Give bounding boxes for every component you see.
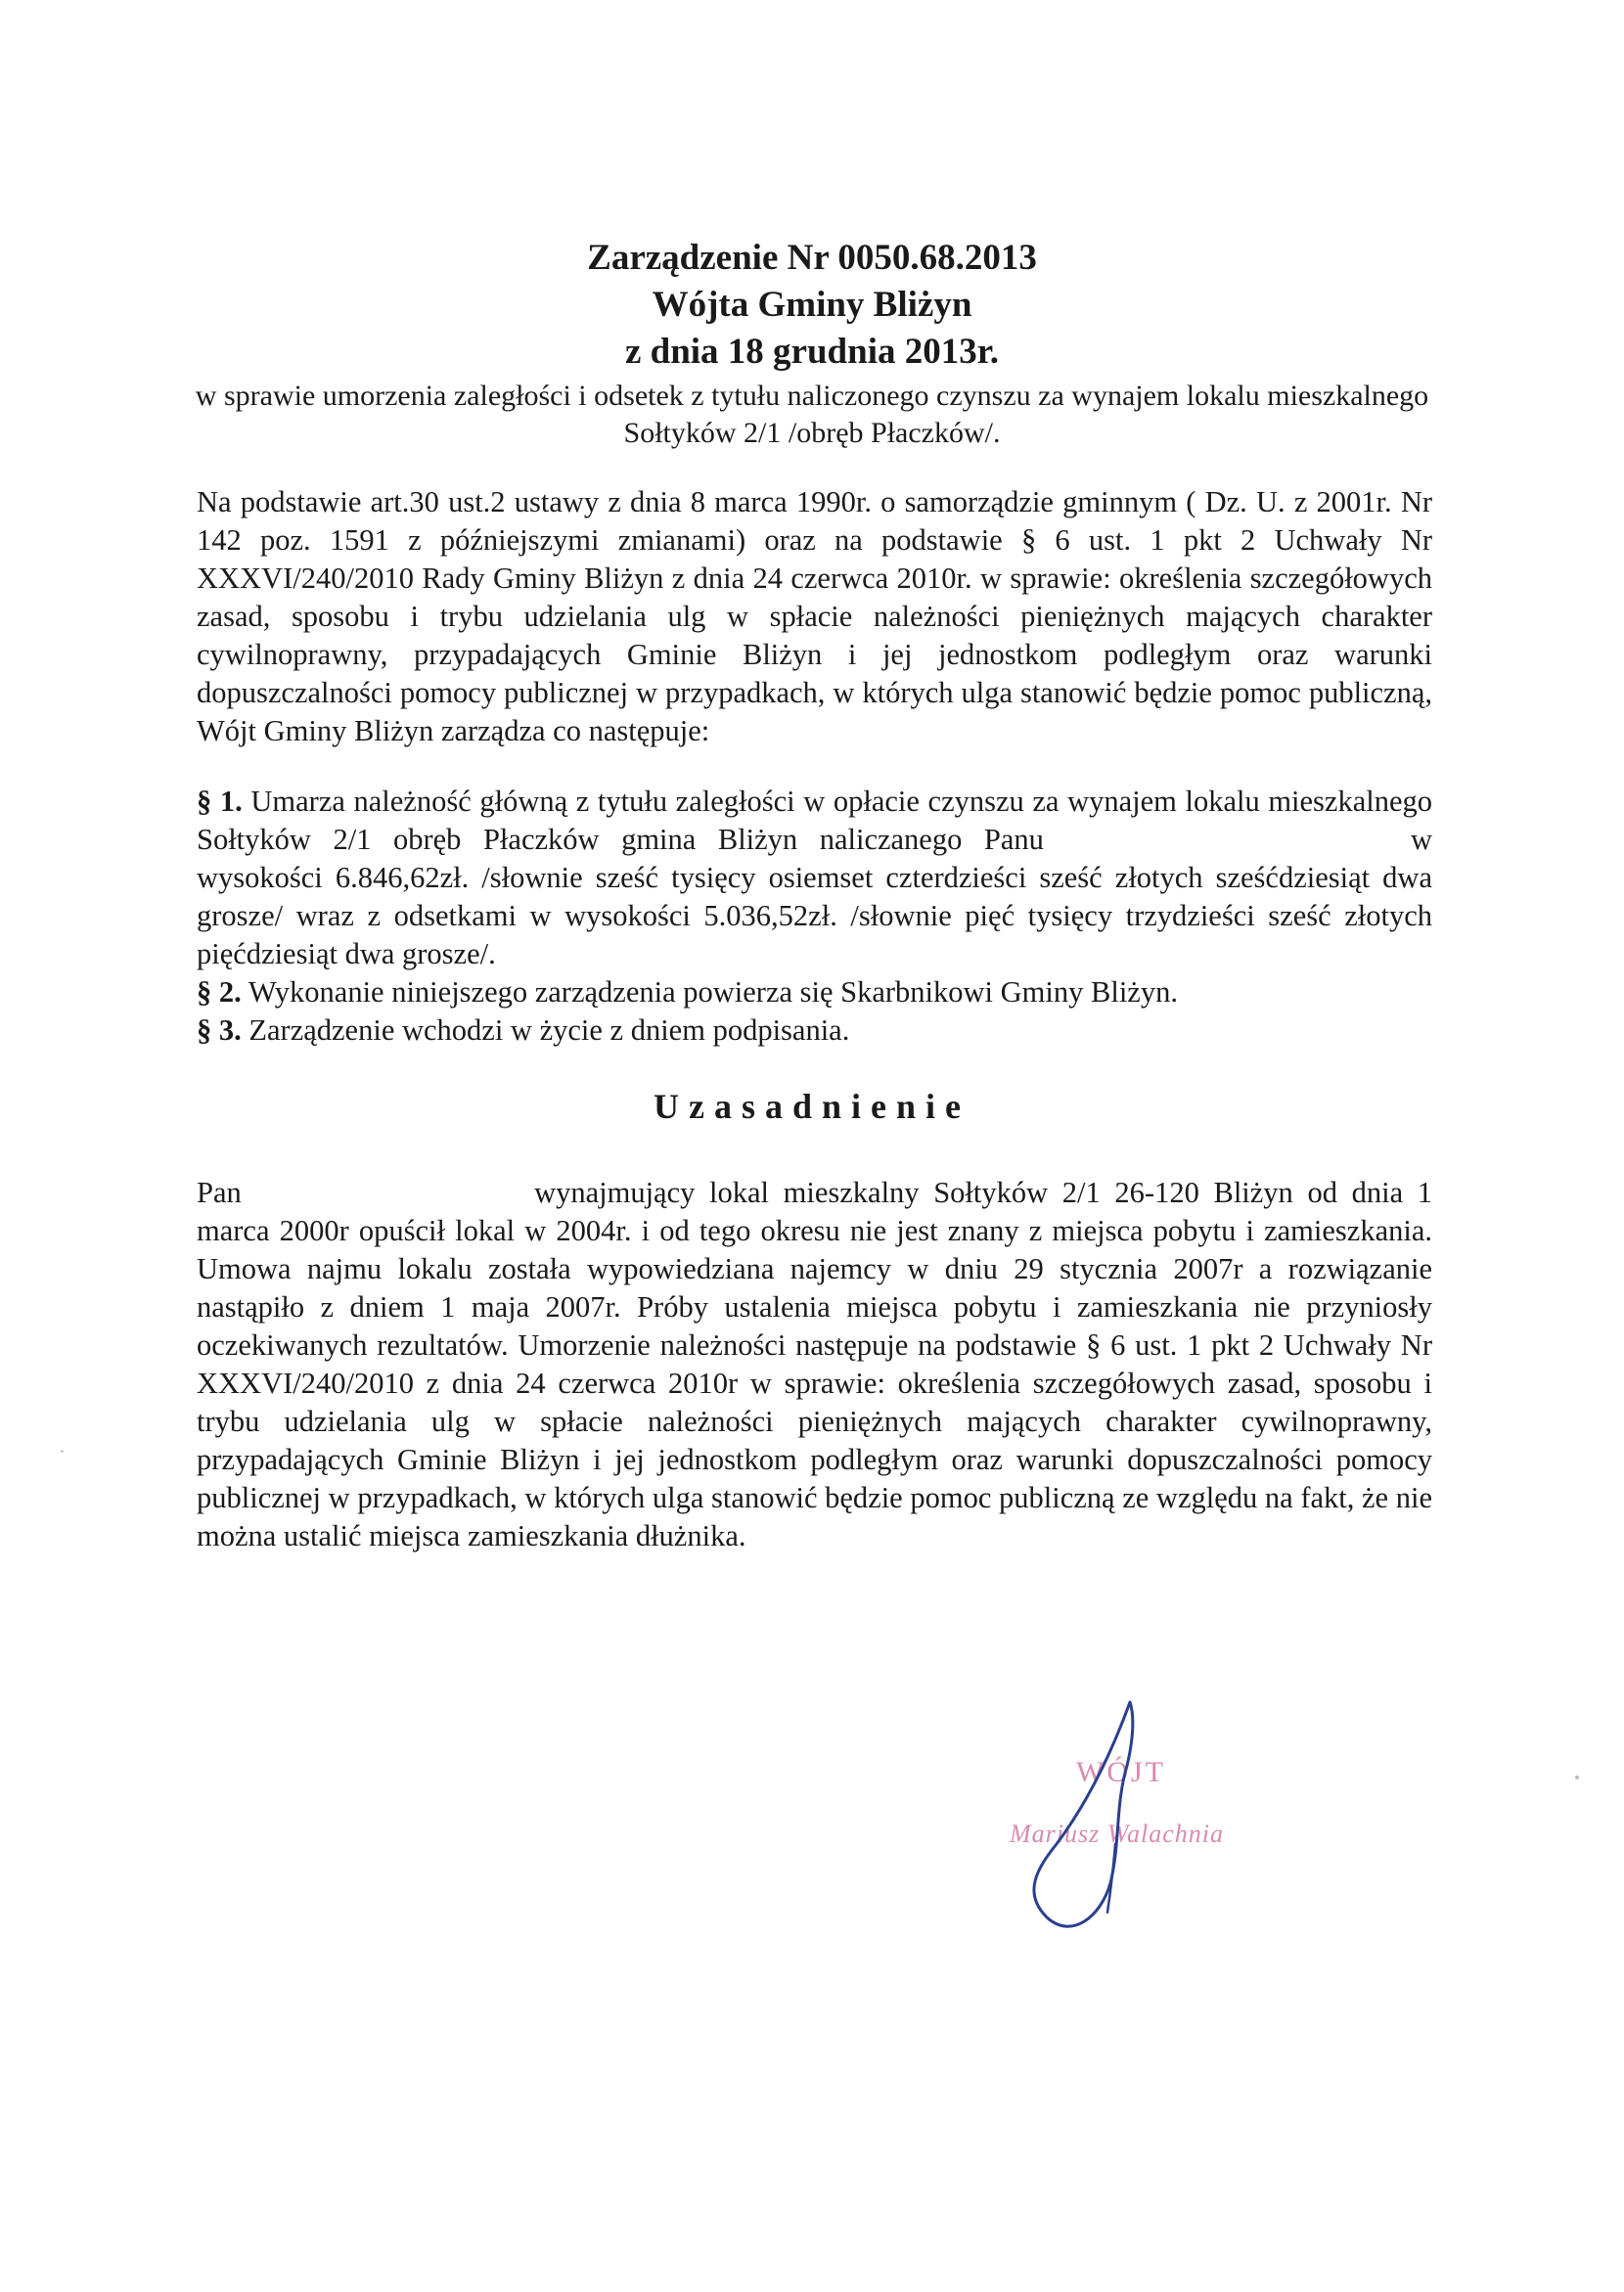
- scan-speck: [1575, 1775, 1579, 1779]
- handwritten-signature: [1017, 1697, 1184, 1942]
- sections: [197, 783, 1432, 1050]
- justification-lead: Pan: [197, 1176, 242, 1209]
- justification-title: Uzasadnienie: [653, 1087, 970, 1126]
- section-1: [197, 783, 1432, 973]
- section-3: [197, 1011, 1432, 1050]
- stamp-title: WÓJT: [1076, 1756, 1166, 1788]
- document-header: [176, 235, 1448, 452]
- legal-basis-text: Na podstawie art.30 ust.2 ustawy z dnia 8 marca 1990r. o samorządzie gminnym ( Dz. U. z 2001r. Nr 142 poz. 1591 z późniejszymi zmianami) oraz na podstawie § 6 ust. 1 pkt 2 Uchwały Nr XXXVI/240/2010 Rady Gminy Bliżyn z dnia 24 czerwca 2010r. w sprawie: określenia szczegółowych zasad, sposobu i trybu udzielania ulg w spłacie należności pieniężnych mających charakter cywilnoprawny, przypadających Gminie Bliżyn i jej jednostkom podległym oraz warunki dopuszczalności pomocy publicznej w przypadkach, w których ulga stanowić będzie pomoc publiczną, Wójt Gminy Bliżyn zarządza co następuje:: [197, 485, 1432, 747]
- justification: [197, 1174, 1432, 1555]
- issuer: Wójta Gminy Bliżyn: [652, 285, 972, 325]
- scan-speck-2: [61, 1450, 64, 1453]
- ordinance-number: Zarządzenie Nr 0050.68.2013: [587, 238, 1037, 278]
- section-3-number: § 3.: [197, 1013, 242, 1047]
- ordinance-subject: w sprawie umorzenia zaległości i odsetek z tytułu naliczonego czynszu za wynajem lokalu mieszkalnego Sołtyków 2/1 /obręb Płaczków/.: [195, 380, 1429, 449]
- section-1-number: § 1.: [197, 785, 243, 818]
- section-1-text-b: w wysokości 6.846,62zł. /słownie sześć tysięcy osiemset czterdzieści sześć złotych sześćdziesiąt dwa grosze/ wraz z odsetkami w wysokości 5.036,52zł. /słownie pięć tysięcy trzydzieści sześć złotych pięćdziesiąt dwa grosze/.: [197, 823, 1433, 970]
- justification-body: wynajmujący lokal mieszkalny Sołtyków 2/1 26-120 Bliżyn od dnia 1 marca 2000r opuścił lokal w 2004r. i od tego okresu nie jest znany z miejsca pobytu i zamieszkania. Umowa najmu lokalu została wypowiedziana najemcy w dniu 29 stycznia 2007r a rozwiązanie nastąpiło z dniem 1 maja 2007r. Próby ustalenia miejsca pobytu i zamieszkania nie przyniosły oczekiwanych rezultatów. Umorzenie należności następuje na podstawie § 6 ust. 1 pkt 2 Uchwały Nr XXXVI/240/2010 z dnia 24 czerwca 2010r w sprawie: określenia szczegółowych zasad, sposobu i trybu udzielania ulg w spłacie należności pieniężnych mających charakter cywilnoprawny, przypadających Gminie Bliżyn i jej jednostkom podległym oraz warunki dopuszczalności pomocy publicznej w przypadkach, w których ulga stanowić będzie pomoc publiczną ze względu na fakt, że nie można ustalić miejsca zamieszkania dłużnika.: [197, 1176, 1433, 1552]
- section-2-text: Wykonanie niniejszego zarządzenia powierza się Skarbnikowi Gminy Bliżyn.: [248, 975, 1178, 1009]
- section-3-text: Zarządzenie wchodzi w życie z dniem podpisania.: [248, 1013, 850, 1047]
- section-2: [197, 973, 1432, 1011]
- section-2-number: § 2.: [197, 975, 242, 1009]
- stamp-name: Mariusz Walachnia: [1010, 1820, 1224, 1848]
- legal-basis: [197, 483, 1432, 750]
- justification-text: [197, 1174, 1432, 1555]
- section-1-text-a: Umarza należność główną z tytułu zaległości w opłacie czynszu za wynajem lokalu mieszkalnego Sołtyków 2/1 obręb Płaczków gmina Bliżyn naliczanego Panu: [197, 785, 1433, 856]
- ordinance-date: z dnia 18 grudnia 2013r.: [624, 332, 1000, 372]
